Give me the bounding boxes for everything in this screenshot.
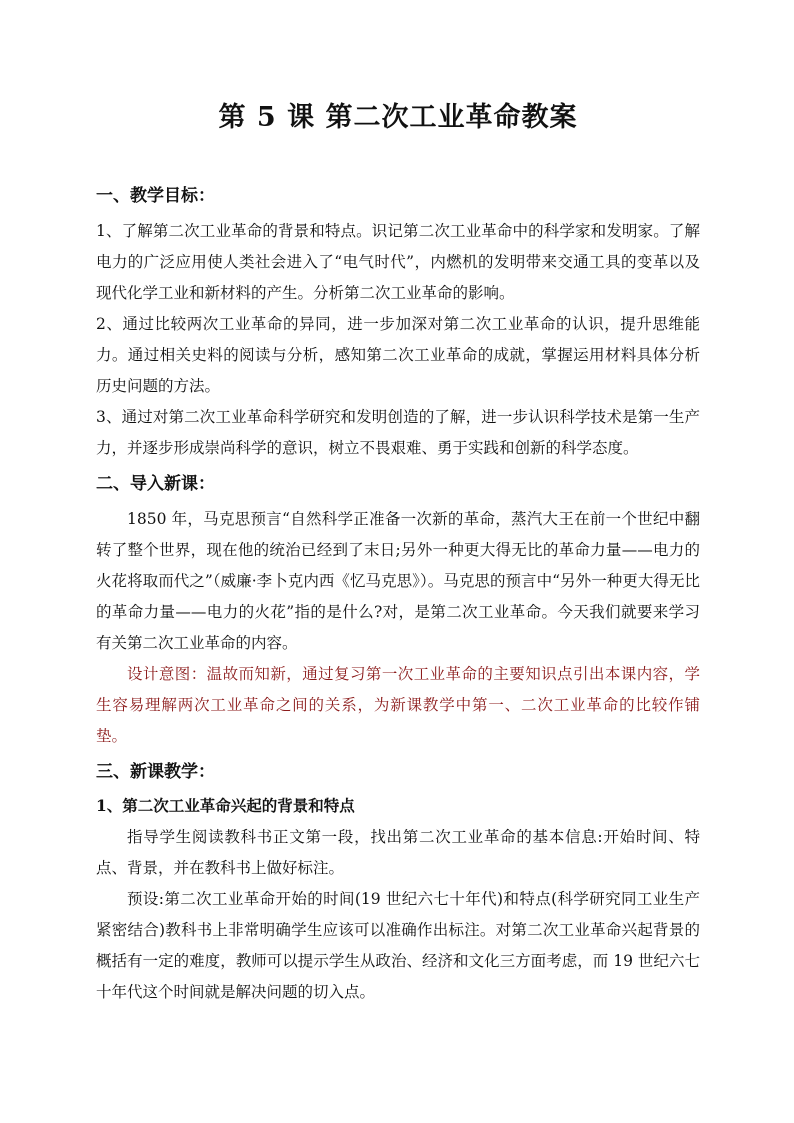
section-heading-objectives: 一、教学目标：	[96, 186, 215, 206]
objective-item-2: 2、通过比较两次工业革命的异同，进一步加深对第二次工业革命的认识，提升思维能力。通过相关史料的阅读与分析，感知第二次工业革命的成就，掌握运用材料具体分析历史问题的方法。	[96, 315, 700, 395]
intro-paragraph: 1850 年，马克思预言“自然科学正准备一次新的革命，蒸汽大王在前一个世纪中翻转了整个世界，现在他的统治已经到了末日;另外一种更大得无比的革命力量——电力的火花将取而代之”（威廉·李卜克内西《忆马克思》）。马克思的预言中“另外一种更大得无比的革命力量——电力的火花”指的是什么?对，是第二次工业革命。今天我们就要来学习有关第二次工业革命的内容。	[96, 510, 700, 652]
preset-label: 预设:	[127, 890, 164, 908]
section-heading-intro: 二、导入新课：	[96, 474, 215, 494]
objective-item-1: 1、了解第二次工业革命的背景和特点。识记第二次工业革命中的科学家和发明家。了解电力的广泛应用使人类社会进入了“电气时代”，内燃机的发明带来交通工具的变革以及现代化学工业和新材料的产生。分析第二次工业革命的影响。	[96, 222, 700, 302]
design-note	[96, 659, 700, 752]
section-heading-teaching: 三、新课教学：	[96, 762, 215, 782]
preset-paragraph	[96, 884, 700, 1008]
design-note-text: 温故而知新，通过复习第一次工业革命的主要知识点引出本课内容，学生容易理解两次工业革命之间的关系，为新课教学中第一、二次工业革命的比较作铺垫。	[96, 665, 700, 745]
guide-paragraph: 指导学生阅读教科书正文第一段，找出第二次工业革命的基本信息:开始时间、特点、背景，并在教科书上做好标注。	[96, 828, 700, 877]
design-note-label: 设计意图：	[127, 665, 207, 683]
page-title: 第 5 课 第二次工业革命教案	[218, 102, 578, 133]
objective-item-3: 3、通过对第二次工业革命科学研究和发明创造的了解，进一步认识科学技术是第一生产力，并逐步形成崇尚科学的意识，树立不畏艰难、勇于实践和创新的科学态度。	[96, 408, 700, 457]
subsection-heading-background: 1、第二次工业革命兴起的背景和特点	[96, 796, 355, 815]
document-page	[96, 98, 700, 1008]
preset-text: 第二次工业革命开始的时间(19 世纪六七十年代)和特点(科学研究同工业生产紧密结合)教科书上非常明确学生应该可以准确作出标注。对第二次工业革命兴起背景的概括有一定的难度，教师可以提示学生从政治、经济和文化三方面考虑，而 19 世纪六七十年代这个时间就是解决问题的切入点。	[96, 890, 700, 1001]
